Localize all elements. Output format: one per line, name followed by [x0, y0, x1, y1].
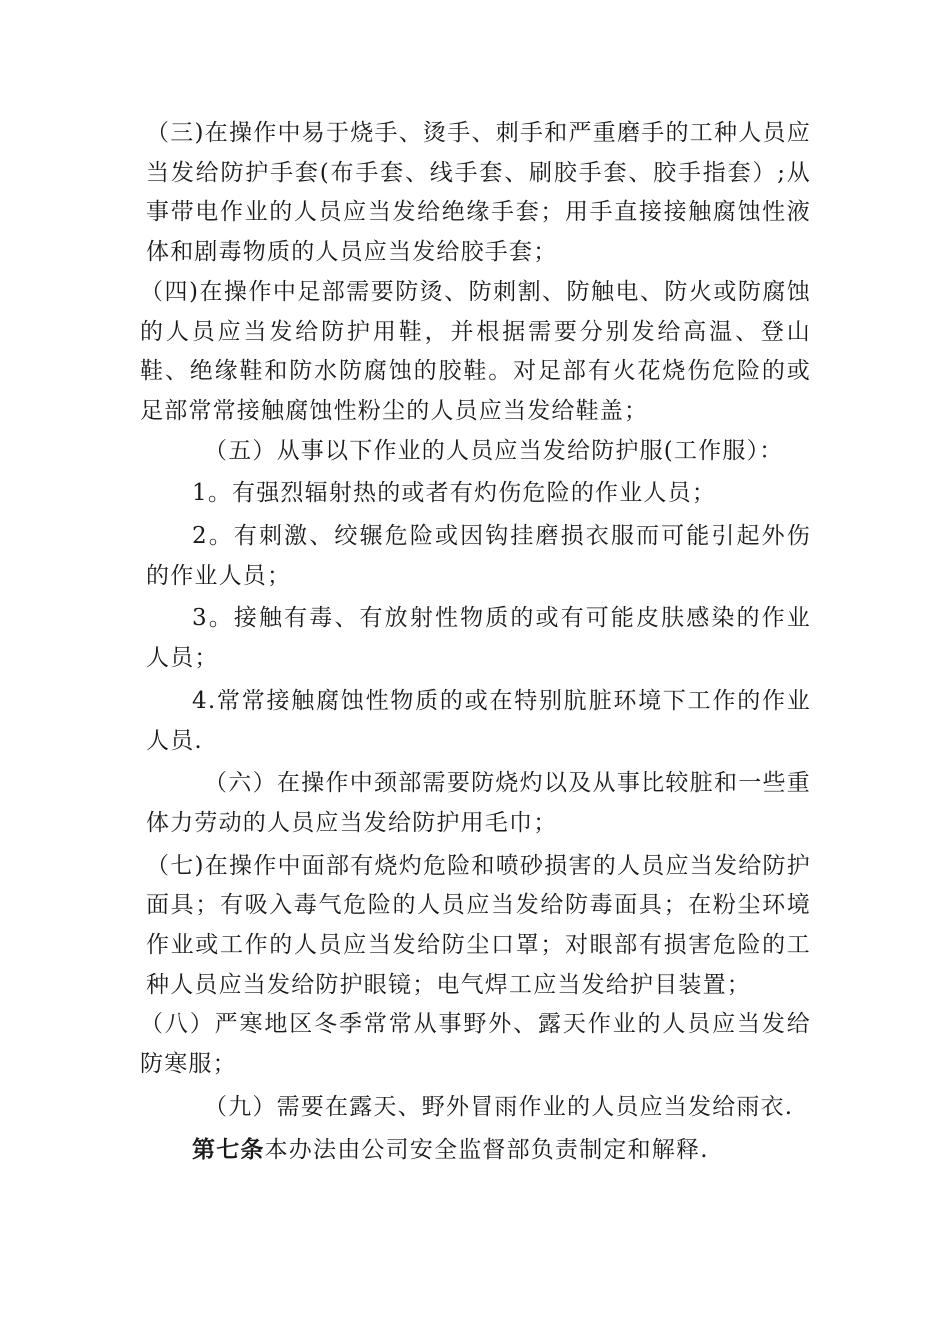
article-7-label: 第七条 [192, 1136, 265, 1163]
clause-7-paragraph: （七)在操作中面部有烧灼危险和喷砂损害的人员应当发给防护面具；有吸入毒气危险的人员应当发给防毒面具；在粉尘环境作业或工作的人员应当发给防尘口罩；对眼部有损害危险的工种人员应当发给防护眼镜；电气焊工应当发给护目装置； [146, 852, 811, 998]
clause-3-paragraph: （三)在操作中易于烧手、烫手、刺手和严重磨手的工种人员应当发给防护手套(布手套、线手套、刷胶手套、胶手指套）;从事带电作业的人员应当发给绝缘手套；用手直接接触腐蚀性液体和剧毒物质的人员应当发给胶手套； [146, 120, 811, 266]
clause-9-paragraph: （九）需要在露天、野外冒雨作业的人员应当发给雨衣. [204, 1093, 794, 1120]
clause-5-item-2: 2。有刺激、绞辗危险或因钩挂磨损衣服而可能引起外伤的作业人员； [146, 523, 811, 589]
article-7-text: 本办法由公司安全监督部负责制定和解释. [264, 1136, 709, 1163]
clause-5-item-4: 4.常常接触腐蚀性物质的或在特别肮脏环境下工作的作业人员. [146, 687, 811, 754]
clause-6-paragraph: （六）在操作中颈部需要防烧灼以及从事比较脏和一些重体力劳动的人员应当发给防护用毛巾； [146, 770, 811, 836]
clause-5-item-3: 3。接触有毒、有放射性物质的或有可能皮肤感染的作业人员； [146, 605, 811, 672]
clause-8-paragraph: （八）严寒地区冬季常常从事野外、露天作业的人员应当发给防寒服； [140, 1011, 811, 1078]
clause-5-item-1: 1。有强烈辐射热的或者有灼伤危险的作业人员； [192, 480, 717, 507]
clause-4-paragraph: （四)在操作中足部需要防烫、防刺割、防触电、防火或防腐蚀的人员应当发给防护用鞋，并根据需要分别发给高温、登山鞋、绝缘鞋和防水防腐蚀的胶鞋。对足部有火花烧伤危险的或足部常常接触腐蚀性粉尘的人员应当发给鞋盖； [140, 278, 811, 424]
clause-5-paragraph: （五）从事以下作业的人员应当发给防护服(工作服）： [204, 437, 784, 464]
document-body [140, 114, 811, 1170]
article-7-paragraph [146, 1131, 811, 1171]
